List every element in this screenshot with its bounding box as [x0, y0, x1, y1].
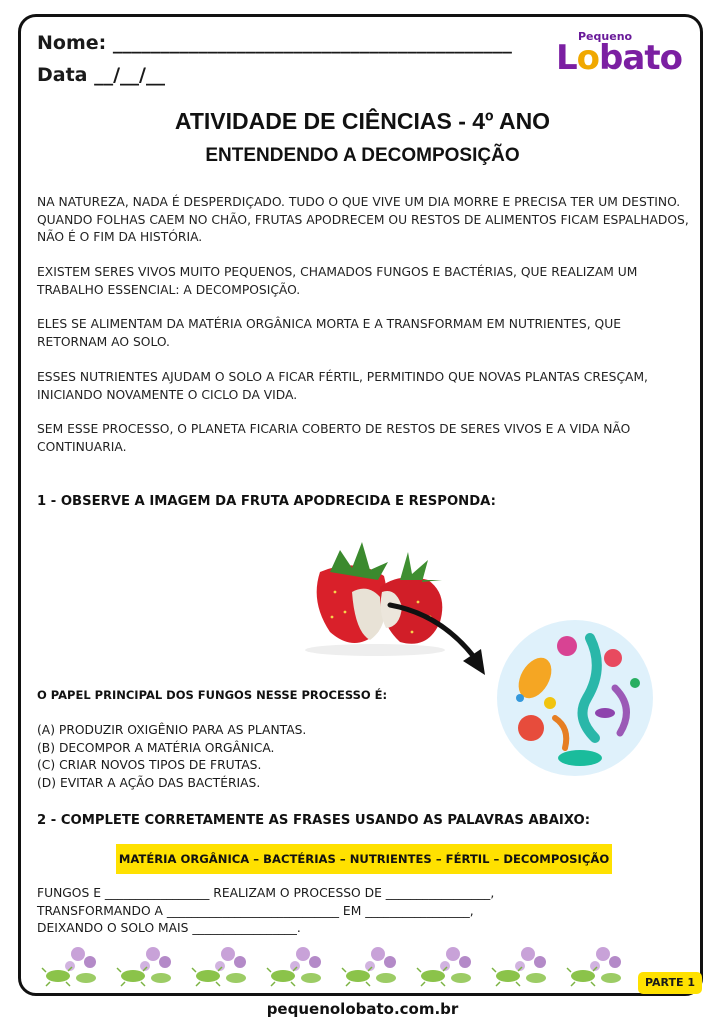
option-b[interactable]: (B) DECOMPOR A MATÉRIA ORGÂNICA.	[37, 741, 275, 755]
fill-line-2[interactable]: TRANSFORMANDO A ____________________________ EM _________________,	[37, 904, 474, 918]
germ-icon	[40, 944, 100, 988]
germ-icon	[565, 944, 625, 988]
question-1-heading: 1 - OBSERVE A IMAGEM DA FRUTA APODRECIDA E RESPONDA:	[37, 494, 496, 509]
germ-icon	[415, 944, 475, 988]
option-d[interactable]: (D) EVITAR A AÇÃO DAS BACTÉRIAS.	[37, 776, 261, 790]
paragraph-4: ESSES NUTRIENTES AJUDAM O SOLO A FICAR FÉRTIL, PERMITINDO QUE NOVAS PLANTAS CRESÇAM, INICIANDO NOVAMENTE O CICLO DA VIDA.	[37, 370, 648, 402]
part-badge: PARTE 1	[638, 972, 702, 994]
paragraph-2: EXISTEM SERES VIVOS MUITO PEQUENOS, CHAMADOS FUNGOS E BACTÉRIAS, QUE REALIZAM UM TRABALHO ESSENCIAL: A DECOMPOSIÇÃO.	[37, 265, 638, 297]
date-field[interactable]: Data __/__/__	[37, 64, 165, 86]
microbes-image	[495, 618, 655, 778]
page-title: ATIVIDADE DE CIÊNCIAS - 4º ANO	[174, 108, 551, 134]
arrow-icon	[385, 595, 495, 685]
logo-big-text	[556, 38, 682, 78]
logo-letter-o: o	[576, 38, 600, 78]
fill-line-1[interactable]: FUNGOS E _________________ REALIZAM O PROCESSO DE _________________,	[37, 886, 495, 900]
paragraph-5: SEM ESSE PROCESSO, O PLANETA FICARIA COBERTO DE RESTOS DE SERES VIVOS E A VIDA NÃO CONTINUARIA.	[37, 422, 631, 454]
germ-icon	[265, 944, 325, 988]
name-field[interactable]: Nome: __________________________________________	[37, 32, 512, 54]
logo-letter-l: L	[556, 38, 577, 78]
paragraph-3: ELES SE ALIMENTAM DA MATÉRIA ORGÂNICA MORTA E A TRANSFORMAM EM NUTRIENTES, QUE RETORNAM AO SOLO.	[37, 317, 621, 349]
germ-icon	[490, 944, 550, 988]
question-2-heading: 2 - COMPLETE CORRETAMENTE AS FRASES USANDO AS PALAVRAS ABAIXO:	[37, 813, 590, 828]
option-c[interactable]: (C) CRIAR NOVOS TIPOS DE FRUTAS.	[37, 758, 262, 772]
germ-icon	[340, 944, 400, 988]
option-a[interactable]: (A) PRODUZIR OXIGÊNIO PARA AS PLANTAS.	[37, 723, 307, 737]
paragraph-1: NA NATUREZA, NADA É DESPERDIÇADO. TUDO O QUE VIVE UM DIA MORRE E PRECISA TER UM DESTINO. QUANDO FOLHAS CAEM NO CHÃO, FRUTAS APODRECEM OU RESTOS DE ALIMENTOS FICAM ESPALHADOS, NÃO É O FIM DA HISTÓRIA.	[37, 195, 689, 244]
fill-line-3[interactable]: DEIXANDO O SOLO MAIS _________________.	[37, 921, 301, 935]
germ-icon	[190, 944, 250, 988]
logo	[556, 28, 696, 86]
page-subtitle: ENTENDENDO A DECOMPOSIÇÃO	[205, 145, 520, 166]
germ-icon	[115, 944, 175, 988]
logo-small-text: Pequeno	[578, 30, 633, 43]
word-bank: MATÉRIA ORGÂNICA – BACTÉRIAS – NUTRIENTES – FÉRTIL – DECOMPOSIÇÃO	[116, 844, 612, 874]
logo-rest: bato	[599, 38, 682, 78]
footer-url: pequenolobato.com.br	[266, 1000, 459, 1018]
question-1-prompt: O PAPEL PRINCIPAL DOS FUNGOS NESSE PROCESSO É:	[37, 688, 388, 702]
